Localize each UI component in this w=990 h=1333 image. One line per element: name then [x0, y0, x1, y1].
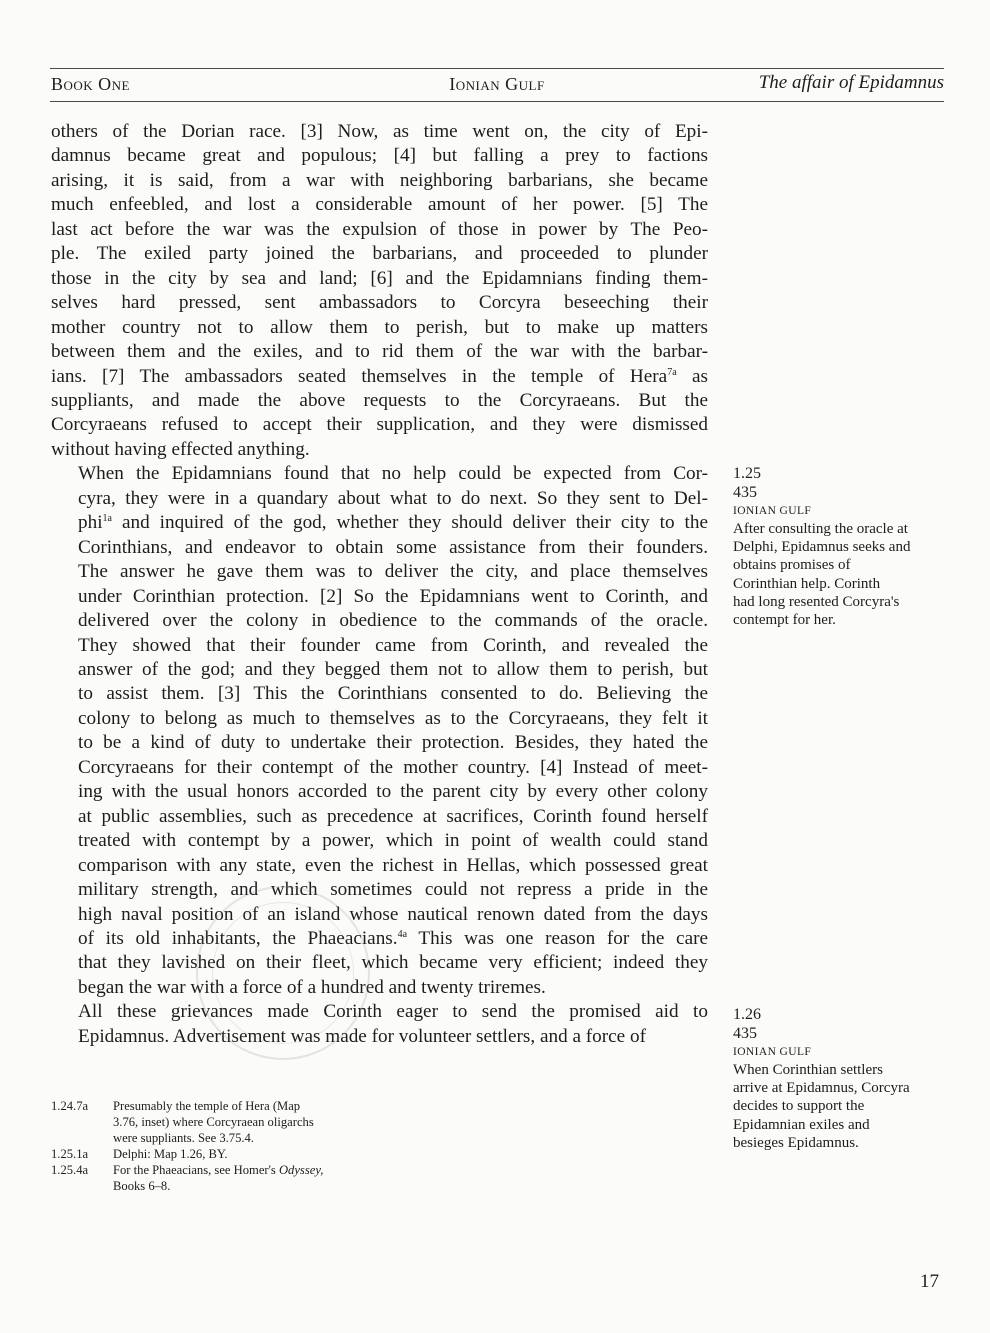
footnote-marker[interactable]: 7a	[667, 366, 677, 378]
text-line: treated with contempt by a power, which in point of wealth could stand	[78, 830, 708, 852]
margin-note-summary-line: arrive at Epidamnus, Corcyra	[733, 1080, 910, 1097]
text-line: They showed that their founder came from Corinth, and revealed the	[78, 634, 708, 656]
footnote	[51, 1146, 391, 1162]
footnote-ref: 1.25.1a	[51, 1147, 89, 1161]
text-line: selves hard pressed, sent ambassadors to Corcyra beseeching their	[51, 292, 708, 314]
margin-note-place: IONIAN GULF	[733, 1046, 812, 1058]
margin-note-summary-line: After consulting the oracle at	[733, 521, 908, 537]
text-line: that they lavished on their fleet, which became very efficient; indeed they	[78, 952, 708, 974]
paragraph	[51, 1000, 708, 1049]
margin-note-year: 435	[733, 484, 757, 501]
margin-note-chapter: 1.26	[733, 1006, 761, 1023]
text-line: phi$^{1a}$ and inquired of the god, whether they should deliver their city to the	[78, 512, 708, 534]
text-line: answer of the god; and they begged them not to allow them to perish, but	[78, 658, 708, 680]
text-line: Corcyraeans refused to accept their supplication, and they were dismissed	[51, 414, 708, 436]
text-line: began the war with a force of a hundred and twenty triremes.	[78, 976, 546, 998]
footnote-text: Presumably the temple of Hera (Map	[113, 1099, 301, 1113]
text-line: much enfeebled, and lost a considerable amount of her power. [5] The	[51, 194, 708, 216]
text-line: All these grievances made Corinth eager to send the promised aid to	[78, 1001, 708, 1023]
text-line: under Corinthian protection. [2] So the Epidamnians went to Corinth, and	[78, 585, 708, 607]
running-head-place: Ionian Gulf	[449, 74, 545, 94]
text-line: suppliants, and made the above requests to the Corcyraeans. But the	[51, 389, 708, 411]
margin-note-summary-line: contempt for her.	[733, 612, 836, 629]
margin-note-1-26	[733, 1005, 948, 1152]
margin-note-summary-line: obtains promises of	[733, 557, 851, 574]
main-text	[51, 120, 708, 1049]
footnote-text: Books 6–8.	[113, 1179, 171, 1193]
header-rule-top	[50, 68, 944, 69]
margin-note-summary-line: Corinthian help. Corinth	[733, 575, 881, 592]
footnote-text: were suppliants. See 3.75.4.	[113, 1131, 254, 1145]
footnote-ref: 1.25.4a	[51, 1163, 89, 1177]
running-head-book: Book One	[51, 74, 130, 94]
footnote-marker[interactable]: 4a	[397, 928, 408, 940]
margin-note-year: 435	[733, 1025, 757, 1042]
footnotes	[51, 1098, 391, 1194]
text-line: military strength, and which sometimes could not repress a pride in the	[78, 879, 708, 901]
footnote	[51, 1178, 391, 1194]
text-line: Epidamnus. Advertisement was made for volunteer settlers, and a force of	[78, 1025, 646, 1047]
text-line: without having effected anything.	[51, 438, 310, 460]
paragraph	[51, 462, 708, 1000]
footnote-ref	[51, 1130, 113, 1146]
footnote	[51, 1098, 391, 1114]
text-line: ing with the usual honors accorded to the parent city by every other colony	[78, 781, 708, 803]
margin-note-summary-line: besieges Epidamnus.	[733, 1134, 859, 1151]
running-head-topic: The affair of Epidamnus	[758, 72, 944, 93]
margin-note-place: IONIAN GULF	[733, 505, 812, 517]
text-line: high naval position of an island whose nautical renown dated from the days	[78, 903, 708, 925]
margin-note-summary-line: decides to support the	[733, 1098, 865, 1115]
header-rule-bottom	[50, 101, 944, 102]
footnote-text: Delphi: Map 1.26, BY.	[113, 1147, 228, 1161]
text-line: delivered over the colony in obedience to the commands of the oracle.	[78, 610, 708, 632]
paragraph	[51, 120, 708, 462]
running-head	[50, 72, 944, 98]
footnote-marker[interactable]: 1a	[102, 513, 112, 525]
text-line: Corcyraeans for their contempt of the mother country. [4] Instead of meet-	[78, 756, 708, 778]
footnote-text: For the Phaeacians, see Homer's Odyssey,	[113, 1163, 324, 1177]
text-line: ple. The exiled party joined the barbarians, and proceeded to plunder	[51, 243, 708, 265]
text-line: at public assemblies, such as precedence at sacrifices, Corinth found herself	[78, 805, 708, 827]
footnote-ref	[51, 1114, 113, 1130]
margin-note-1-25	[733, 464, 948, 629]
text-line: damnus became great and populous; [4] but falling a prey to factions	[51, 145, 708, 167]
text-line: those in the city by sea and land; [6] and the Epidamnians finding them-	[51, 267, 708, 289]
text-line: The answer he gave them was to deliver the city, and place themselves	[78, 561, 708, 583]
text-line: others of the Dorian race. [3] Now, as time went on, the city of Epi-	[51, 121, 708, 142]
margin-note-summary-line: Delphi, Epidamnus seeks and	[733, 539, 911, 556]
text-line: to be a kind of duty to undertake their protection. Besides, they hated the	[78, 732, 708, 754]
footnote-text: 3.76, inset) where Corcyraean oligarchs	[113, 1115, 314, 1129]
text-line: mother country not to allow them to perish, but to make up matters	[51, 316, 708, 338]
margin-note-summary-line: When Corinthian settlers	[733, 1062, 883, 1078]
margin-note-summary-line: Epidamnian exiles and	[733, 1116, 870, 1133]
page-number: 17	[920, 1271, 939, 1292]
footnote-ref: 1.24.7a	[51, 1099, 89, 1113]
footnote	[51, 1130, 391, 1146]
margin-note-chapter: 1.25	[733, 465, 761, 482]
footnote	[51, 1114, 391, 1130]
text-line: comparison with any state, even the richest in Hellas, which possessed great	[78, 854, 708, 876]
text-line: Corinthians, and endeavor to obtain some assistance from their founders.	[78, 536, 708, 558]
text-line: of its old inhabitants, the Phaeacians.$^{4a}$ This was one reason for the care	[78, 927, 708, 949]
footnote-ref	[51, 1178, 113, 1194]
text-line: cyra, they were in a quandary about what to do next. So they sent to Del-	[78, 487, 708, 509]
text-line: between them and the exiles, and to rid them of the war with the barbar-	[51, 341, 708, 363]
text-line: last act before the war was the expulsion of those in power by The Peo-	[51, 218, 708, 240]
text-line: colony to belong as much to themselves as to the Corcyraeans, they felt it	[78, 707, 708, 729]
footnote	[51, 1162, 391, 1178]
text-line: ians. [7] The ambassadors seated themselves in the temple of Hera$^{7a}$ as	[51, 365, 708, 387]
text-line: arising, it is said, from a war with neighboring barbarians, she became	[51, 169, 708, 191]
text-line: to assist them. [3] This the Corinthians consented to do. Believing the	[78, 683, 708, 705]
margin-note-summary-line: had long resented Corcyra's	[733, 593, 900, 610]
text-line: When the Epidamnians found that no help could be expected from Cor-	[78, 463, 708, 485]
